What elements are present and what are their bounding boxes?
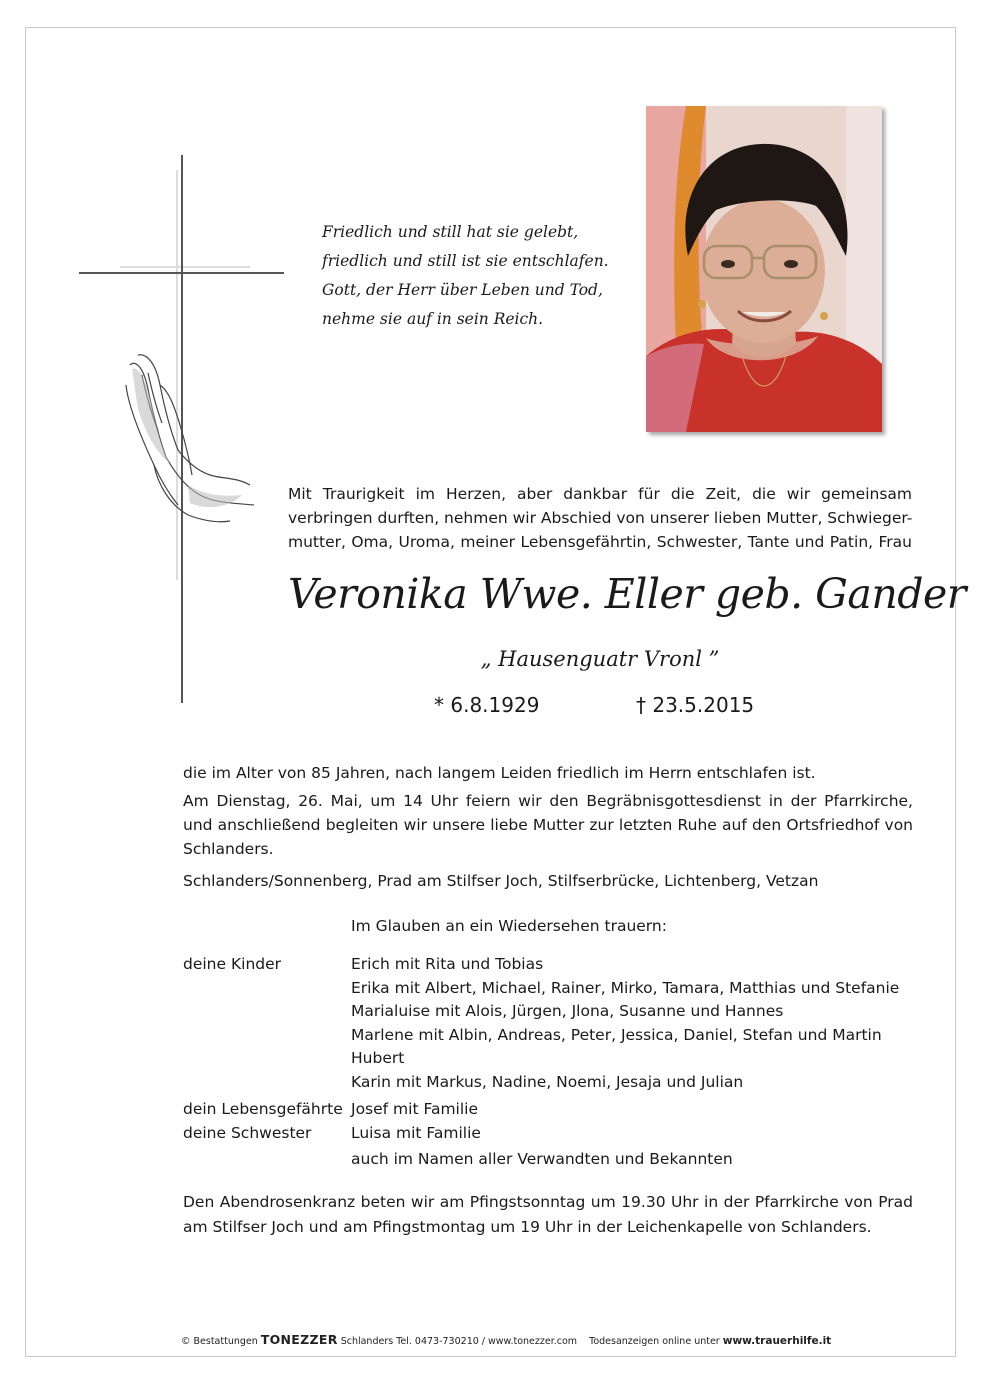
- intro-text: [288, 482, 912, 554]
- relation-label: dein Lebensgefährte: [183, 1100, 343, 1118]
- intro-line: verbringen durften, nehmen wir Abschied von unserer lieben Mutter, Schwieger-: [288, 509, 913, 527]
- death-date: † 23.5.2015: [636, 693, 755, 717]
- mourners-heading: Im Glauben an ein Wiedersehen trauern:: [351, 917, 667, 935]
- mourner-line: Erika mit Albert, Michael, Rainer, Mirko, Tamara, Matthias und Stefanie: [351, 979, 900, 997]
- paragraph-line: Am Dienstag, 26. Mai, um 14 Uhr feiern wir den Begräbnisgottesdienst in der Pfarrkirche,: [183, 792, 913, 810]
- footer: [181, 1332, 831, 1347]
- footer-online: Todesanzeigen online unter: [589, 1336, 720, 1347]
- birth-date: * 6.8.1929: [434, 693, 540, 717]
- closing-line: am Stilfser Joch und am Pfingstmontag um 19 Uhr in der Leichenkapelle von Schlanders.: [183, 1218, 872, 1236]
- mourner-line: Erich mit Rita und Tobias: [351, 955, 544, 973]
- relation-label: deine Kinder: [183, 955, 282, 973]
- mourner-line: Josef mit Familie: [351, 1100, 479, 1118]
- paragraph-line: und anschließend begleiten wir unsere liebe Mutter zur letzten Ruhe auf den Ortsfriedhof von: [183, 816, 913, 834]
- intro-line: mutter, Oma, Uroma, meiner Lebensgefährtin, Schwester, Tante und Patin, Frau: [288, 533, 912, 551]
- footer-details: Schlanders Tel. 0473-730210 / www.tonezzer.com: [340, 1336, 578, 1347]
- footer-prefix: © Bestattungen: [181, 1336, 258, 1347]
- paragraph-age: die im Alter von 85 Jahren, nach langem Leiden friedlich im Herrn entschlafen ist.: [183, 764, 816, 782]
- mourner-line: Hubert: [351, 1049, 405, 1067]
- verse-line: friedlich und still ist sie entschlafen.: [322, 252, 609, 270]
- deceased-name: Veronika Wwe. Eller geb. Gander: [288, 570, 966, 618]
- relation-label: deine Schwester: [183, 1124, 312, 1142]
- paragraph-line: Schlanders.: [183, 840, 274, 858]
- cross-shadow: [120, 266, 250, 268]
- verse-line: Gott, der Herr über Leben und Tod,: [322, 281, 603, 299]
- footer-site-link[interactable]: www.trauerhilfe.it: [722, 1335, 832, 1347]
- praying-hands-icon: [118, 345, 258, 525]
- verse-line: Friedlich und still hat sie gelebt,: [322, 223, 579, 241]
- paragraph-funeral: [183, 789, 913, 861]
- mourner-line: Marialuise mit Alois, Jürgen, Jlona, Susanne und Hannes: [351, 1002, 784, 1020]
- deceased-nickname: „ Hausenguatr Vronl ”: [480, 647, 720, 671]
- verse: [322, 218, 622, 334]
- closing-line: Den Abendrosenkranz beten wir am Pfingstsonntag um 19.30 Uhr in der Pfarrkirche von Prad: [183, 1193, 913, 1211]
- mourner-line: Luisa mit Familie: [351, 1124, 481, 1142]
- mourner-line: Karin mit Markus, Nadine, Noemi, Jesaja und Julian: [351, 1073, 744, 1091]
- cross-icon: [79, 272, 284, 274]
- portrait-photo: [646, 106, 882, 432]
- verse-line: nehme sie auf in sein Reich.: [322, 310, 544, 328]
- closing-paragraph: [183, 1190, 913, 1240]
- paragraph-places: Schlanders/Sonnenberg, Prad am Stilfser Joch, Stilfserbrücke, Lichtenberg, Vetzan: [183, 872, 819, 890]
- footer-company: TONEZZER: [260, 1332, 338, 1347]
- mourner-line: Marlene mit Albin, Andreas, Peter, Jessica, Daniel, Stefan und Martin: [351, 1026, 882, 1044]
- mourner-line: auch im Namen aller Verwandten und Bekannten: [351, 1150, 733, 1168]
- intro-line: Mit Traurigkeit im Herzen, aber dankbar für die Zeit, die wir gemeinsam: [288, 485, 912, 503]
